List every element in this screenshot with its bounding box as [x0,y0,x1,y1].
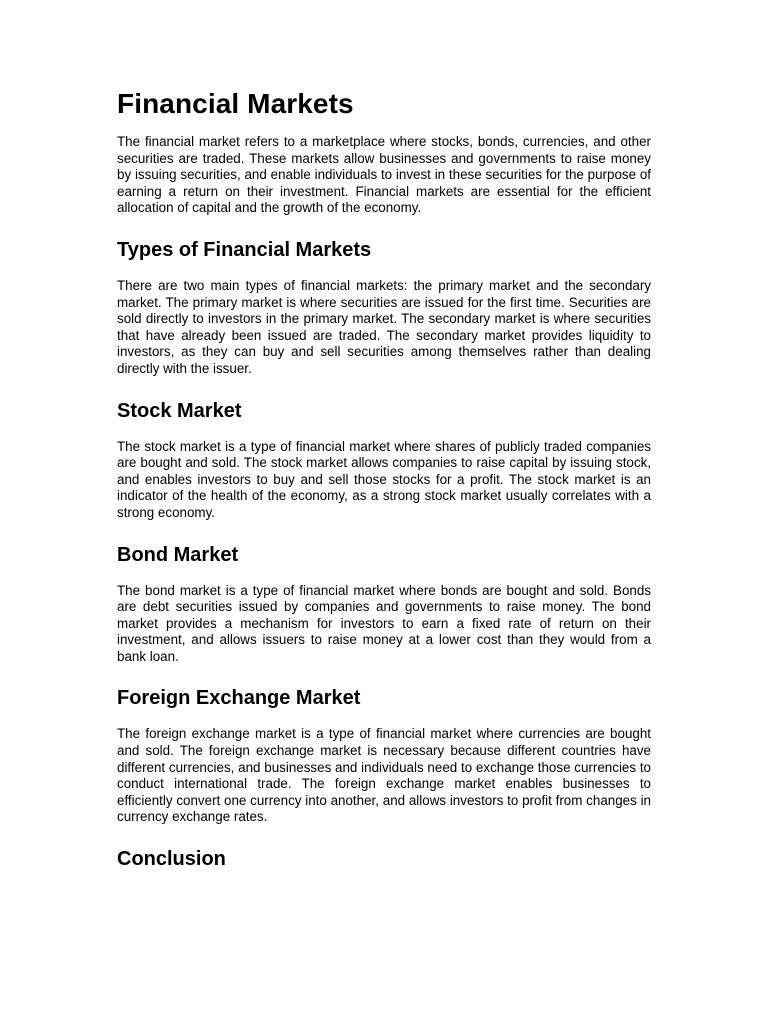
heading-types-of-financial-markets: Types of Financial Markets [117,238,372,261]
paragraph-types-of-financial-markets: There are two main types of financial markets: the primary market and the secondary market. The primary market is where securities are issued for the first time. Securities are sold directly to investors in the primary market. The secondary market is where securities that have already been issued are traded. The secondary market provides liquidity to investors, as they can buy and sell securities among themselves rather than dealing directly with the issuer. [117,277,651,376]
paragraph-bond-market: The bond market is a type of financial market where bonds are bought and sold. Bonds are debt securities issued by companies and governments to raise money. The bond market provides a mechanism for investors to earn a fixed rate of return on their investment, and allows issuers to raise money at a lower cost than they would from a bank loan. [117,582,651,664]
heading-foreign-exchange-market: Foreign Exchange Market [117,687,361,710]
document-page [117,86,651,887]
paragraph-stock-market: The stock market is a type of financial market where shares of publicly traded companies are bought and sold. The stock market allows companies to raise capital by issuing stock, and enables investors to buy and sell those stocks for a profit. The stock market is an indicator of the health of the economy, as a strong stock market usually correlates with a strong economy. [117,438,651,520]
intro-paragraph: The financial market refers to a marketplace where stocks, bonds, currencies, and other securities are traded. These markets allow businesses and governments to raise money by issuing securities, and enable individuals to invest in these securities for the purpose of earning a return on their investment. Financial markets are essential for the efficient allocation of capital and the growth of the economy. [117,134,651,216]
heading-conclusion: Conclusion [117,848,226,871]
heading-stock-market: Stock Market [117,399,242,422]
heading-bond-market: Bond Market [117,543,239,566]
document-title: Financial Markets [117,88,354,119]
paragraph-foreign-exchange-market: The foreign exchange market is a type of financial market where currencies are bought and sold. The foreign exchange market is necessary because different countries have different currencies, and businesses and individuals need to exchange those currencies to conduct international trade. The foreign exchange market enables businesses to efficiently convert one currency into another, and allows investors to profit from changes in currency exchange rates. [117,726,651,825]
